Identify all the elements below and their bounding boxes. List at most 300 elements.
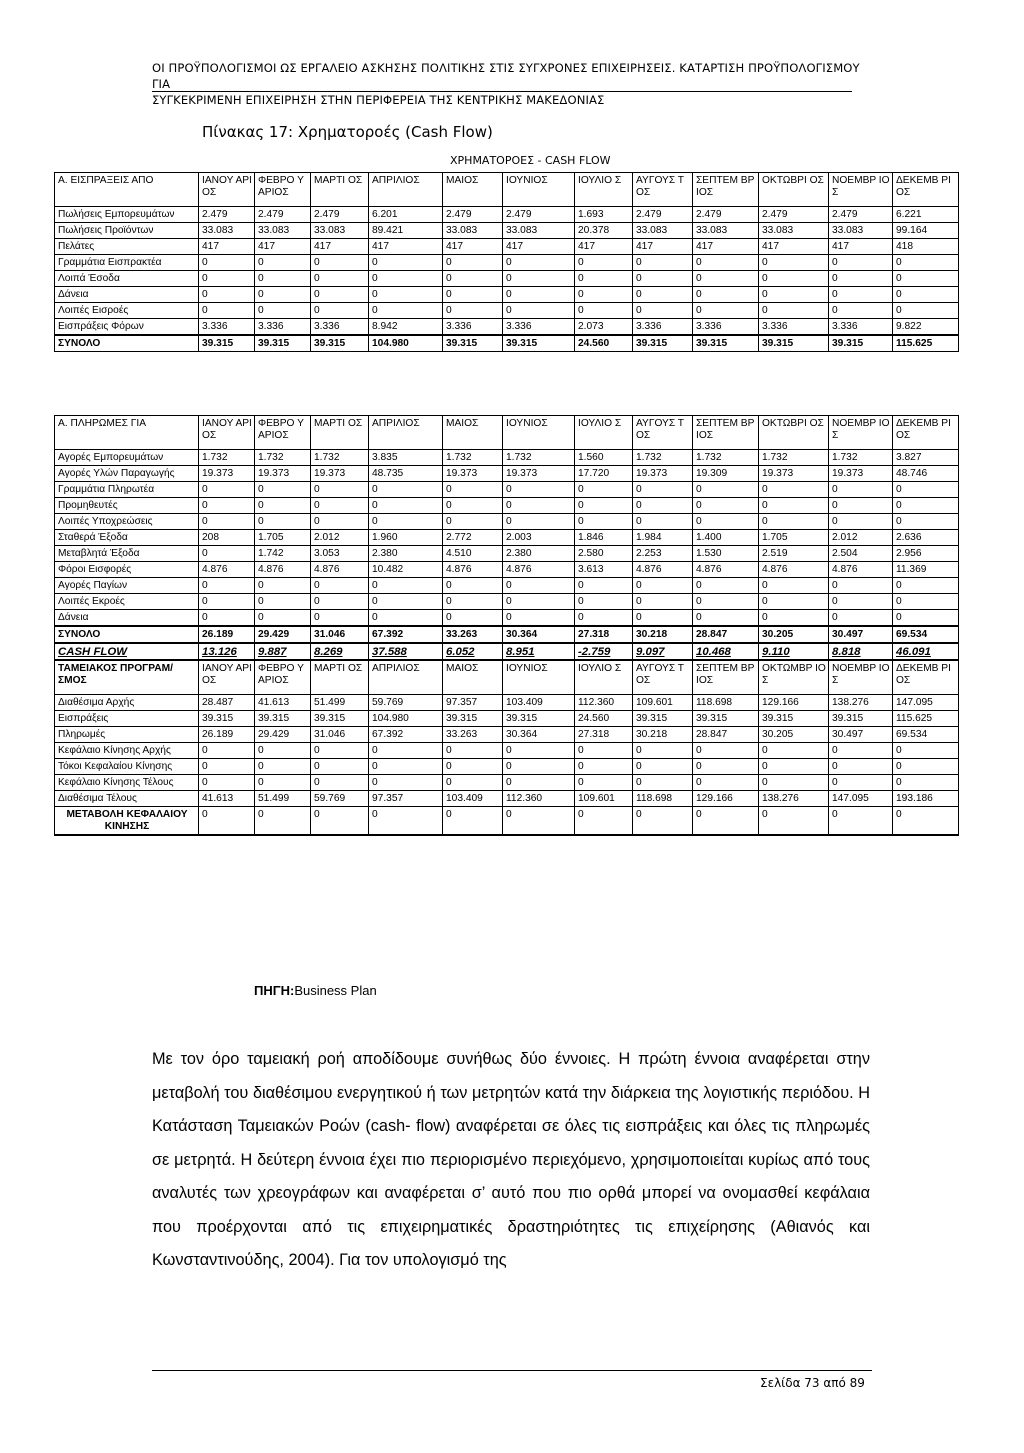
- table-cell: 0: [633, 498, 693, 514]
- table-cell: 28.487: [199, 695, 255, 711]
- table-cell: 0: [893, 287, 959, 303]
- table-cell: 1.530: [693, 546, 759, 562]
- table-cell: 0: [369, 743, 443, 759]
- table-cell: 418: [893, 239, 959, 255]
- table-cell: 33.083: [829, 223, 893, 239]
- table-cell: 67.392: [369, 626, 443, 643]
- table-cell: 39.315: [633, 335, 693, 352]
- table-cell: 3.053: [311, 546, 369, 562]
- row-label: Αγορές Παγίων: [55, 578, 199, 594]
- table-cell: 0: [693, 743, 759, 759]
- table-row: [55, 743, 959, 759]
- table-cell: 2.380: [369, 546, 443, 562]
- table-cell: 39.315: [693, 711, 759, 727]
- table-cell: 2.519: [759, 546, 829, 562]
- table-cell: ΑΠΡΙΛΙΟΣ: [369, 660, 443, 695]
- table-row: [55, 578, 959, 594]
- row-label: ΣΥΝΟΛΟ: [55, 335, 199, 352]
- table-cell: -2.759: [575, 643, 633, 660]
- table-cell: ΙΟΥΝΙΟΣ: [503, 660, 575, 695]
- table-cell: 0: [503, 303, 575, 319]
- table-cell: 0: [311, 759, 369, 775]
- table-cell: 0: [255, 303, 311, 319]
- table-cell: 1.693: [575, 207, 633, 223]
- table-cell: 19.309: [693, 466, 759, 482]
- table-cell: 99.164: [893, 223, 959, 239]
- table-cell: 0: [369, 594, 443, 610]
- table-cell: 6.201: [369, 207, 443, 223]
- table-cell: ΙΑΝΟΥ ΑΡΙΟΣ: [199, 173, 255, 207]
- table-cell: 129.166: [759, 695, 829, 711]
- table-cell: 39.315: [503, 335, 575, 352]
- table-cell: 0: [759, 514, 829, 530]
- table-row: [55, 727, 959, 743]
- table-cell: 0: [255, 759, 311, 775]
- table-cell: 9.822: [893, 319, 959, 336]
- row-label: Σταθερά Έξοδα: [55, 530, 199, 546]
- table-cell: 19.373: [255, 466, 311, 482]
- table-cell: 0: [199, 594, 255, 610]
- table-cell: 3.336: [255, 319, 311, 336]
- table-cell: 109.601: [633, 695, 693, 711]
- table-cell: 0: [369, 578, 443, 594]
- table-cell: 33.083: [759, 223, 829, 239]
- row-label: Γραμμάτια Εισπρακτέα: [55, 255, 199, 271]
- table-cell: 2.580: [575, 546, 633, 562]
- table-cell: 0: [829, 287, 893, 303]
- row-label: Πωλήσεις Προϊόντων: [55, 223, 199, 239]
- table-cell: 59.769: [369, 695, 443, 711]
- table-cell: 0: [255, 610, 311, 627]
- table-cell: 8.818: [829, 643, 893, 660]
- table-cell: 0: [829, 807, 893, 836]
- table-cell: 0: [693, 287, 759, 303]
- table-cell: 417: [829, 239, 893, 255]
- table-cell: 6.221: [893, 207, 959, 223]
- table-cell: 208: [199, 530, 255, 546]
- table-cell: 0: [759, 759, 829, 775]
- table-cell: 0: [503, 498, 575, 514]
- row-label: Λοιπά Έσοδα: [55, 271, 199, 287]
- row-label: Διαθέσιμα Τέλους: [55, 791, 199, 807]
- table-cell: 0: [443, 287, 503, 303]
- table-cell: 19.373: [443, 466, 503, 482]
- table-cell: ΔΕΚΕΜΒ ΡΙΟΣ: [893, 173, 959, 207]
- table-cell: 0: [311, 578, 369, 594]
- table-cell: 13.126: [199, 643, 255, 660]
- table-cell: 0: [633, 775, 693, 791]
- table-cell: 0: [893, 775, 959, 791]
- table-cell: ΟΚΤΩΒΡΙ ΟΣ: [759, 416, 829, 450]
- table-cell: ΙΟΥΛΙΟ Σ: [575, 660, 633, 695]
- table-cell: 0: [443, 303, 503, 319]
- table-cell: 0: [575, 255, 633, 271]
- table-cell: 0: [199, 255, 255, 271]
- header-line-1: ΟΙ ΠΡΟΫΠΟΛΟΓΙΣΜΟΙ ΩΣ ΕΡΓΑΛΕΙΟ ΑΣΚΗΣΗΣ ΠΟΛΙΤΙΚΗΣ ΣΤΙΣ ΣΥΓΧΡΟΝΕΣ ΕΠΙΧΕΙΡΗΣΕΙΣ. ΚΑΤΑΡΤΙΣΗ ΠΡΟΫΠΟΛΟΓΙΣΜΟΥ ΓΙΑ: [152, 61, 860, 91]
- table-cell: 0: [443, 514, 503, 530]
- row-label: Δάνεια: [55, 610, 199, 627]
- table-cell: 2.479: [503, 207, 575, 223]
- table-cell: 0: [443, 775, 503, 791]
- source-text: Business Plan: [294, 983, 377, 998]
- table-row: [55, 562, 959, 578]
- table-cell: 59.769: [311, 791, 369, 807]
- table-cell: 2.479: [443, 207, 503, 223]
- table-cell: 4.876: [503, 562, 575, 578]
- table-cell: 0: [829, 578, 893, 594]
- table-cell: 19.373: [633, 466, 693, 482]
- table-cell: 30.497: [829, 727, 893, 743]
- row-label: Πωλήσεις Εμπορευμάτων: [55, 207, 199, 223]
- table-row: [55, 466, 959, 482]
- table-cell: 10.482: [369, 562, 443, 578]
- table-cell: 19.373: [829, 466, 893, 482]
- table-cell: 417: [503, 239, 575, 255]
- table-cell: ΦΕΒΡΟ ΥΑΡΙΟΣ: [255, 173, 311, 207]
- table-cell: 0: [633, 271, 693, 287]
- table-cell: 0: [829, 759, 893, 775]
- table-row: [55, 287, 959, 303]
- table-cell: 0: [759, 578, 829, 594]
- table-cell: 0: [633, 807, 693, 836]
- table-cell: 0: [311, 743, 369, 759]
- table-cell: 0: [369, 303, 443, 319]
- table-row: [55, 530, 959, 546]
- receipts-table: [54, 172, 959, 352]
- table-cell: 0: [829, 498, 893, 514]
- table-cell: 0: [311, 498, 369, 514]
- table-cell: 0: [893, 610, 959, 627]
- table-cell: 0: [693, 594, 759, 610]
- table-cell: 115.625: [893, 335, 959, 352]
- table-cell: 112.360: [575, 695, 633, 711]
- payments-table: [54, 415, 959, 836]
- table-cell: 0: [633, 743, 693, 759]
- table-cell: 0: [893, 743, 959, 759]
- table-cell: 0: [255, 255, 311, 271]
- table-cell: 41.613: [199, 791, 255, 807]
- table-cell: ΜΑΡΤΙ ΟΣ: [311, 660, 369, 695]
- table-cell: 0: [829, 255, 893, 271]
- table-cell: ΑΠΡΙΛΙΟΣ: [369, 173, 443, 207]
- table-cell: 0: [893, 303, 959, 319]
- table-cell: 0: [199, 578, 255, 594]
- table-cell: 417: [759, 239, 829, 255]
- table-cell: 30.218: [633, 626, 693, 643]
- table-cell: 0: [503, 594, 575, 610]
- table-cell: 2.253: [633, 546, 693, 562]
- table-row: [55, 223, 959, 239]
- table-cell: 0: [893, 807, 959, 836]
- table-cell: 9.097: [633, 643, 693, 660]
- table-cell: 0: [693, 482, 759, 498]
- table-cell: 0: [759, 287, 829, 303]
- table-cell: 417: [311, 239, 369, 255]
- table-cell: 31.046: [311, 727, 369, 743]
- table-row: [55, 482, 959, 498]
- table-cell: 0: [311, 514, 369, 530]
- table-row: [55, 759, 959, 775]
- table-cell: 33.083: [693, 223, 759, 239]
- table-cell: 2.479: [633, 207, 693, 223]
- table-cell: 0: [759, 594, 829, 610]
- table-cell: 0: [255, 271, 311, 287]
- table-cell: 97.357: [443, 695, 503, 711]
- table-cell: ΝΟΕΜΒΡ ΙΟΣ: [829, 416, 893, 450]
- table-cell: 10.468: [693, 643, 759, 660]
- table-cell: 0: [255, 775, 311, 791]
- row-label: Αγορές Υλών Παραγωγής: [55, 466, 199, 482]
- row-label: ΣΥΝΟΛΟ: [55, 626, 199, 643]
- table-cell: 0: [369, 287, 443, 303]
- table-cell: 24.560: [575, 711, 633, 727]
- treasury-header-row: [55, 660, 959, 695]
- table-cell: 0: [369, 498, 443, 514]
- row-label: Λοιπές Υποχρεώσεις: [55, 514, 199, 530]
- table-cell: 2.012: [311, 530, 369, 546]
- table-cell: 29.429: [255, 727, 311, 743]
- table-cell: 3.336: [311, 319, 369, 336]
- table-cell: 0: [369, 610, 443, 627]
- table-cell: ΜΑΙΟΣ: [443, 416, 503, 450]
- table-cell: 19.373: [503, 466, 575, 482]
- table-cell: ΟΚΤΩΒΡΙ ΟΣ: [759, 173, 829, 207]
- table-cell: 9.110: [759, 643, 829, 660]
- table-row: [55, 271, 959, 287]
- table-cell: 1.742: [255, 546, 311, 562]
- table-cell: 4.876: [443, 562, 503, 578]
- table-cell: 0: [199, 303, 255, 319]
- table-cell: 26.189: [199, 626, 255, 643]
- table-cell: 30.364: [503, 727, 575, 743]
- table-cell: 417: [633, 239, 693, 255]
- table-cell: 0: [503, 482, 575, 498]
- table-cell: 33.083: [311, 223, 369, 239]
- table-cell: 20.378: [575, 223, 633, 239]
- table-cell: 0: [693, 775, 759, 791]
- table-cell: ΦΕΒΡΟ ΥΑΡΙΟΣ: [255, 660, 311, 695]
- table-cell: 0: [311, 271, 369, 287]
- header-line-2: ΣΥΓΚΕΚΡΙΜΕΝΗ ΕΠΙΧΕΙΡΗΣΗ ΣΤΗΝ ΠΕΡΙΦΕΡΕΙΑ ΤΗΣ ΚΕΝΤΡΙΚΗΣ ΜΑΚΕΔΟΝΙΑΣ: [152, 93, 605, 107]
- table-cell: 39.315: [311, 711, 369, 727]
- table-cell: 0: [893, 514, 959, 530]
- source-label: ΠΗΓΗ:: [254, 983, 295, 998]
- table-cell: 104.980: [369, 335, 443, 352]
- table-cell: ΟΚΤΩΜΒΡ ΙΟΣ: [759, 660, 829, 695]
- body-paragraph: Με τον όρο ταμειακή ροή αποδίδουμε συνήθως δύο έννοιες. Η πρώτη έννοια αναφέρεται στην μεταβολή του διαθέσιμου ενεργητικού ή των μετρητών κατά την διάρκεια της λογιστικής περιόδου. Η Κατάσταση Ταμειακών Ροών (cash- flow) αναφέρεται σε όλες τις εισπράξεις και όλες τις πληρωμές σε μετρητά. Η δεύτερη έννοια έχει πιο περιορισμένο περιεχόμενο, χρησιμοποιείται κυρίως από τους αναλυτές των χρεογράφων και αναφέρεται σ’ αυτό που πιο ορθά μπορεί να ονομασθεί κεφάλαια που προέρχονται από τις επιχειρηματικές δραστηριότητες τις επιχείρησης (Αθιανός και Κωνσταντινούδης, 2004). Για τον υπολογισμό της: [152, 1050, 870, 1269]
- row-label: Φόροι Εισφορές: [55, 562, 199, 578]
- table-cell: 0: [575, 303, 633, 319]
- table-cell: 0: [759, 610, 829, 627]
- table-cell: 26.189: [199, 727, 255, 743]
- table-cell: 0: [575, 287, 633, 303]
- row-label: Κεφάλαιο Κίνησης Τέλους: [55, 775, 199, 791]
- table-cell: 0: [503, 514, 575, 530]
- table-cell: 4.876: [199, 562, 255, 578]
- table-cell: 0: [311, 287, 369, 303]
- table-cell: 0: [575, 482, 633, 498]
- table-cell: 19.373: [311, 466, 369, 482]
- table-cell: 0: [311, 775, 369, 791]
- row-label: Πληρωμές: [55, 727, 199, 743]
- table-cell: 27.318: [575, 626, 633, 643]
- table-cell: 0: [369, 482, 443, 498]
- table-cell: 0: [255, 578, 311, 594]
- table-cell: 1.732: [503, 450, 575, 466]
- table-cell: 138.276: [759, 791, 829, 807]
- table-cell: 2.772: [443, 530, 503, 546]
- table-cell: 30.497: [829, 626, 893, 643]
- table-row: [55, 319, 959, 336]
- table-cell: ΣΕΠΤΕΜ ΒΡΙΟΣ: [693, 660, 759, 695]
- table-cell: 0: [369, 775, 443, 791]
- page-header: [152, 60, 872, 108]
- table-cell: 0: [199, 287, 255, 303]
- row-label: ΜΕΤΑΒΟΛΗ ΚΕΦΑΛΑΙΟΥ ΚΙΝΗΣΗΣ: [55, 807, 199, 836]
- table-subcaption: ΧΡΗΜΑΤΟΡΟΕΣ - CASH FLOW: [450, 154, 611, 167]
- table-cell: 28.847: [693, 626, 759, 643]
- table-cell: 0: [311, 807, 369, 836]
- table-cell: 0: [255, 287, 311, 303]
- table-cell: 0: [199, 610, 255, 627]
- table-cell: 0: [759, 255, 829, 271]
- table-cell: 1.732: [633, 450, 693, 466]
- table-cell: 1.732: [829, 450, 893, 466]
- row-label: Αγορές Εμπορευμάτων: [55, 450, 199, 466]
- table-cell: 0: [199, 482, 255, 498]
- table-cell: 30.205: [759, 727, 829, 743]
- table-cell: 0: [443, 578, 503, 594]
- table-cell: 1.984: [633, 530, 693, 546]
- table-cell: 0: [633, 594, 693, 610]
- table-cell: 147.095: [893, 695, 959, 711]
- table-row: [55, 610, 959, 627]
- table-cell: ΑΥΓΟΥΣ ΤΟΣ: [633, 416, 693, 450]
- table-cell: 0: [199, 271, 255, 287]
- table-cell: 0: [759, 807, 829, 836]
- table-row: [55, 207, 959, 223]
- table-cell: 17.720: [575, 466, 633, 482]
- table-cell: 3.336: [503, 319, 575, 336]
- table-cell: 33.083: [255, 223, 311, 239]
- table-cell: 24.560: [575, 335, 633, 352]
- table-cell: 31.046: [311, 626, 369, 643]
- table-cell: 97.357: [369, 791, 443, 807]
- table-cell: 3.835: [369, 450, 443, 466]
- table-cell: 2.479: [311, 207, 369, 223]
- table-row: [55, 498, 959, 514]
- table-cell: 0: [575, 271, 633, 287]
- table-cell: 0: [443, 759, 503, 775]
- table-cell: 0: [759, 303, 829, 319]
- row-label: Α. ΕΙΣΠΡΑΞΕΙΣ ΑΠΟ: [55, 173, 199, 207]
- table-cell: 39.315: [503, 711, 575, 727]
- table-cell: 138.276: [829, 695, 893, 711]
- table-cell: 0: [443, 743, 503, 759]
- table-cell: 0: [199, 775, 255, 791]
- table-caption: Πίνακας 17: Χρηματοροές (Cash Flow): [202, 123, 493, 141]
- table-cell: 1.732: [759, 450, 829, 466]
- table-cell: 0: [829, 514, 893, 530]
- table-cell: 0: [693, 498, 759, 514]
- table-cell: ΙΟΥΝΙΟΣ: [503, 416, 575, 450]
- table-cell: 0: [443, 610, 503, 627]
- table-cell: 2.479: [759, 207, 829, 223]
- table-cell: ΜΑΡΤΙ ΟΣ: [311, 173, 369, 207]
- table-cell: ΜΑΡΤΙ ΟΣ: [311, 416, 369, 450]
- table-cell: 0: [503, 807, 575, 836]
- table-cell: 48.735: [369, 466, 443, 482]
- header-rule: [152, 91, 852, 92]
- table-cell: 1.846: [575, 530, 633, 546]
- table-cell: 39.315: [829, 711, 893, 727]
- row-label: Μεταβλητά Έξοδα: [55, 546, 199, 562]
- table-cell: 39.315: [759, 335, 829, 352]
- table-cell: 39.315: [311, 335, 369, 352]
- table-cell: 3.336: [633, 319, 693, 336]
- table-cell: 37.588: [369, 643, 443, 660]
- table-cell: 0: [199, 514, 255, 530]
- table-cell: 0: [575, 759, 633, 775]
- table-cell: 2.479: [829, 207, 893, 223]
- table-cell: 39.315: [255, 335, 311, 352]
- table-cell: 417: [369, 239, 443, 255]
- table-cell: 3.336: [199, 319, 255, 336]
- table-cell: 4.876: [829, 562, 893, 578]
- table-cell: 0: [893, 271, 959, 287]
- table-cell: ΔΕΚΕΜΒ ΡΙΟΣ: [893, 416, 959, 450]
- table-cell: 0: [503, 255, 575, 271]
- table-cell: 0: [443, 271, 503, 287]
- table-cell: ΝΟΕΜΒΡ ΙΟΣ: [829, 660, 893, 695]
- table-cell: 39.315: [443, 711, 503, 727]
- table-cell: 3.336: [443, 319, 503, 336]
- table-cell: ΝΟΕΜΒΡ ΙΟΣ: [829, 173, 893, 207]
- table-cell: 1.705: [759, 530, 829, 546]
- table-cell: 4.876: [255, 562, 311, 578]
- table-cell: 0: [829, 482, 893, 498]
- table-cell: 69.534: [893, 626, 959, 643]
- table-cell: 2.073: [575, 319, 633, 336]
- row-label: Α. ΠΛΗΡΩΜΕΣ ΓΙΑ: [55, 416, 199, 450]
- working-capital-change-row: [55, 807, 959, 836]
- table-cell: 0: [503, 287, 575, 303]
- table-cell: ΙΟΥΝΙΟΣ: [503, 173, 575, 207]
- table-row: [55, 255, 959, 271]
- table-cell: 39.315: [199, 335, 255, 352]
- table-cell: 1.732: [443, 450, 503, 466]
- table-row: [55, 791, 959, 807]
- table-header-row: [55, 173, 959, 207]
- table-cell: 29.429: [255, 626, 311, 643]
- table-cell: 112.360: [503, 791, 575, 807]
- table-cell: ΙΑΝΟΥ ΑΡΙΟΣ: [199, 416, 255, 450]
- table-cell: 2.479: [199, 207, 255, 223]
- table-cell: 4.876: [633, 562, 693, 578]
- table-cell: 6.052: [443, 643, 503, 660]
- table-cell: 4.876: [759, 562, 829, 578]
- table-cell: 0: [575, 498, 633, 514]
- row-label: Προμηθευτές: [55, 498, 199, 514]
- footer-rule: [152, 1370, 872, 1371]
- table-cell: 8.942: [369, 319, 443, 336]
- table-row: [55, 594, 959, 610]
- row-label: ΤΑΜΕΙΑΚΟΣ ΠΡΟΓΡΑΜ/ΣΜΟΣ: [55, 660, 199, 695]
- table-cell: 0: [255, 482, 311, 498]
- table-cell: ΑΥΓΟΥΣ ΤΟΣ: [633, 660, 693, 695]
- page-number: Σελίδα 73 από 89: [760, 1376, 865, 1390]
- table-cell: 118.698: [633, 791, 693, 807]
